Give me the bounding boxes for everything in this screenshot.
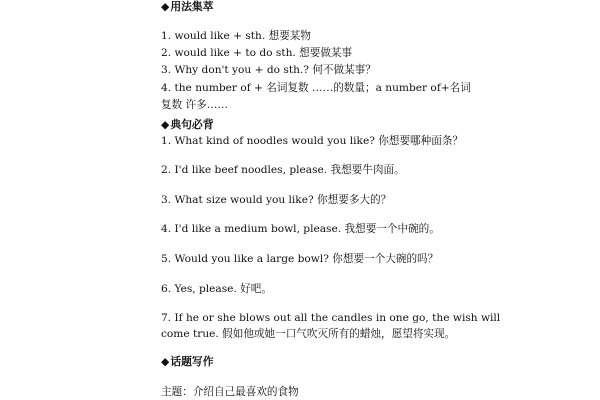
section-title-sentences: 典句必背	[170, 118, 214, 131]
sentence-item-7: 7. If he or she blows out all the candles in one go, the wish will	[161, 312, 501, 324]
section-title-usage: 用法集萃	[170, 0, 214, 13]
usage-item-3: 3. Why don't you + do sth.? 何不做某事？	[161, 64, 376, 76]
sentence-item-3: 3. What size would you like? 你想要多大的？	[161, 194, 392, 206]
section-heading-usage	[161, 0, 214, 14]
diamond-bullet-icon: ◆	[161, 0, 170, 13]
diamond-bullet-icon: ◆	[161, 355, 170, 368]
sentence-item-4: 4. I'd like a medium bowl, please. 我想要一个中碗的。	[161, 223, 440, 235]
writing-topic: 主题：介绍自己最喜欢的食物	[161, 386, 299, 398]
diamond-bullet-icon: ◆	[161, 118, 170, 131]
section-heading-sentences	[161, 118, 214, 132]
sentence-item-6: 6. Yes, please. 好吧。	[161, 283, 272, 295]
sentence-item-2: 2. I'd like beef noodles, please. 我想要牛肉面。	[161, 164, 405, 176]
sentence-item-1: 1. What kind of noodles would you like? 你想要哪种面条？	[161, 135, 464, 147]
section-title-writing: 话题写作	[170, 355, 214, 368]
usage-item-4: 4. the number of + 名词复数 ……的数量；a number of+名词	[161, 82, 471, 94]
sentence-item-7-continued: come true. 假如他或她一口气吹灭所有的蜡烛，愿望将实现。	[161, 328, 456, 340]
section-heading-writing	[161, 355, 214, 369]
usage-item-1: 1. would like + sth. 想要某物	[161, 30, 311, 42]
usage-item-4-continued: 复数 许多……	[161, 99, 228, 111]
sentence-item-5: 5. Would you like a large bowl? 你想要一个大碗的吗？	[161, 253, 439, 265]
usage-item-2: 2. would like + to do sth. 想要做某事	[161, 47, 353, 59]
